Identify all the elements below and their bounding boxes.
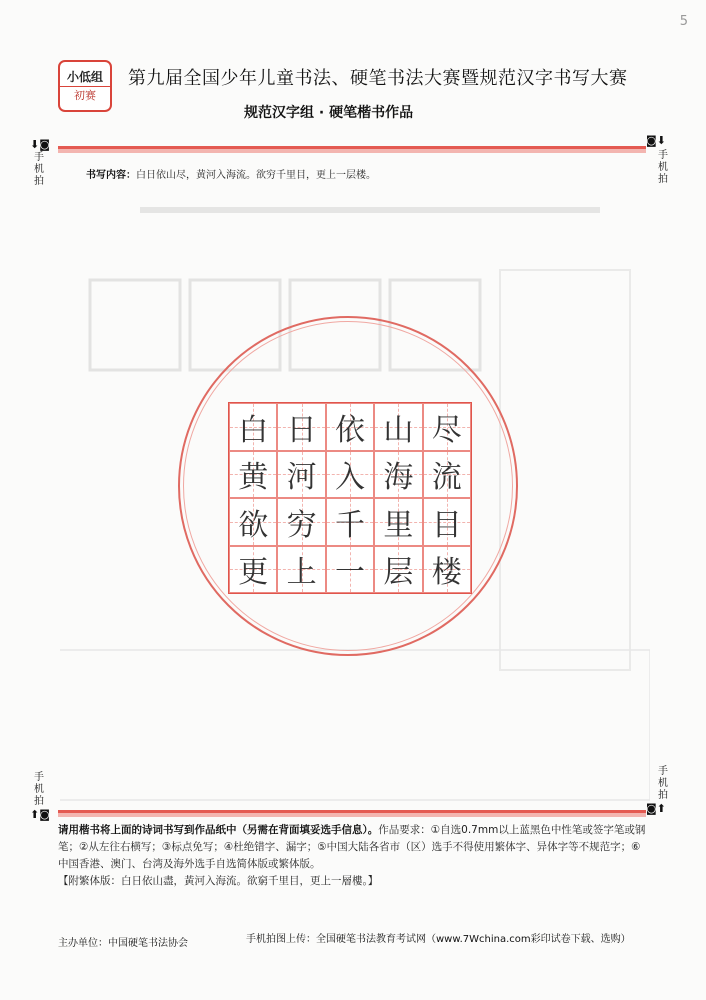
content-text: 白日依山尽，黄河入海流。欲穷千里目，更上一层楼。 bbox=[136, 170, 376, 181]
content-label: 书写内容： bbox=[86, 170, 136, 181]
badge-round: 初赛 bbox=[74, 88, 96, 102]
grid-cell: 河 bbox=[277, 451, 325, 499]
organizer: 主办单位：中国硬笔书法协会 bbox=[58, 938, 188, 949]
grid-cell: 上 bbox=[277, 546, 325, 594]
page-title: 第九届全国少年儿童书法、硬笔书法大赛暨规范汉字书写大赛 bbox=[128, 68, 628, 89]
grid-cell: 楼 bbox=[423, 546, 471, 594]
camera-icon: ◙⬆ bbox=[646, 802, 666, 815]
content-line bbox=[86, 166, 376, 181]
writing-grid bbox=[228, 402, 472, 594]
page-number: 5 bbox=[679, 14, 688, 29]
grid-cell: 流 bbox=[423, 451, 471, 499]
upload-info: 手机拍图上传：全国硬笔书法教育考试网（www.7Wchina.com彩印试卷下载、选购） bbox=[246, 934, 631, 945]
badge-group: 小低组 bbox=[60, 68, 110, 87]
grid-cell: 目 bbox=[423, 498, 471, 546]
grid-cell: 尽 bbox=[423, 403, 471, 451]
grid-cell: 海 bbox=[374, 451, 422, 499]
requirements-text: 作品要求：①自选0.7mm以上蓝黑色中性笔或签字笔或钢笔；②从左往右横写；③标点免写；④杜绝错字、漏字；⑤中国大陆各省市（区）选手不得使用繁体字、异体字等不规范字；⑥中国香港、澳门、台湾及海外选手自选简体版或繁体版。 bbox=[58, 824, 646, 870]
grid-cell: 更 bbox=[229, 546, 277, 594]
requirements-lead: 请用楷书将上面的诗词书写到作品纸中（另需在背面填妥选手信息）。 bbox=[58, 824, 379, 836]
grid-cell: 里 bbox=[374, 498, 422, 546]
side-mark-bottom-right: 手机拍 bbox=[658, 766, 668, 801]
top-divider bbox=[58, 146, 646, 153]
grid-cell: 欲 bbox=[229, 498, 277, 546]
requirements-block bbox=[58, 822, 648, 890]
camera-icon: ◙⬇ bbox=[646, 134, 666, 147]
side-mark-top-left: 手机拍 bbox=[34, 152, 44, 187]
camera-icon: ⬆◙ bbox=[30, 808, 50, 821]
grid-cell: 入 bbox=[326, 451, 374, 499]
side-mark-bottom-left: 手机拍 bbox=[34, 772, 44, 807]
grid-cell: 日 bbox=[277, 403, 325, 451]
camera-icon: ⬇◙ bbox=[30, 138, 50, 151]
grid-cell: 千 bbox=[326, 498, 374, 546]
grid-cell: 层 bbox=[374, 546, 422, 594]
grid-cell: 山 bbox=[374, 403, 422, 451]
grid-cell: 黄 bbox=[229, 451, 277, 499]
grid-cell: 穷 bbox=[277, 498, 325, 546]
bottom-divider bbox=[58, 810, 646, 817]
grid-cell: 依 bbox=[326, 403, 374, 451]
side-mark-top-right: 手机拍 bbox=[658, 150, 668, 185]
page-subtitle: 规范汉字组 · 硬笔楷书作品 bbox=[244, 105, 414, 121]
traditional-version: 【附繁体版：白日依山盡，黃河入海流。欲窮千里目，更上一層樓。】 bbox=[58, 875, 379, 887]
grid-cell: 白 bbox=[229, 403, 277, 451]
group-badge bbox=[58, 60, 112, 112]
grid-cell: 一 bbox=[326, 546, 374, 594]
